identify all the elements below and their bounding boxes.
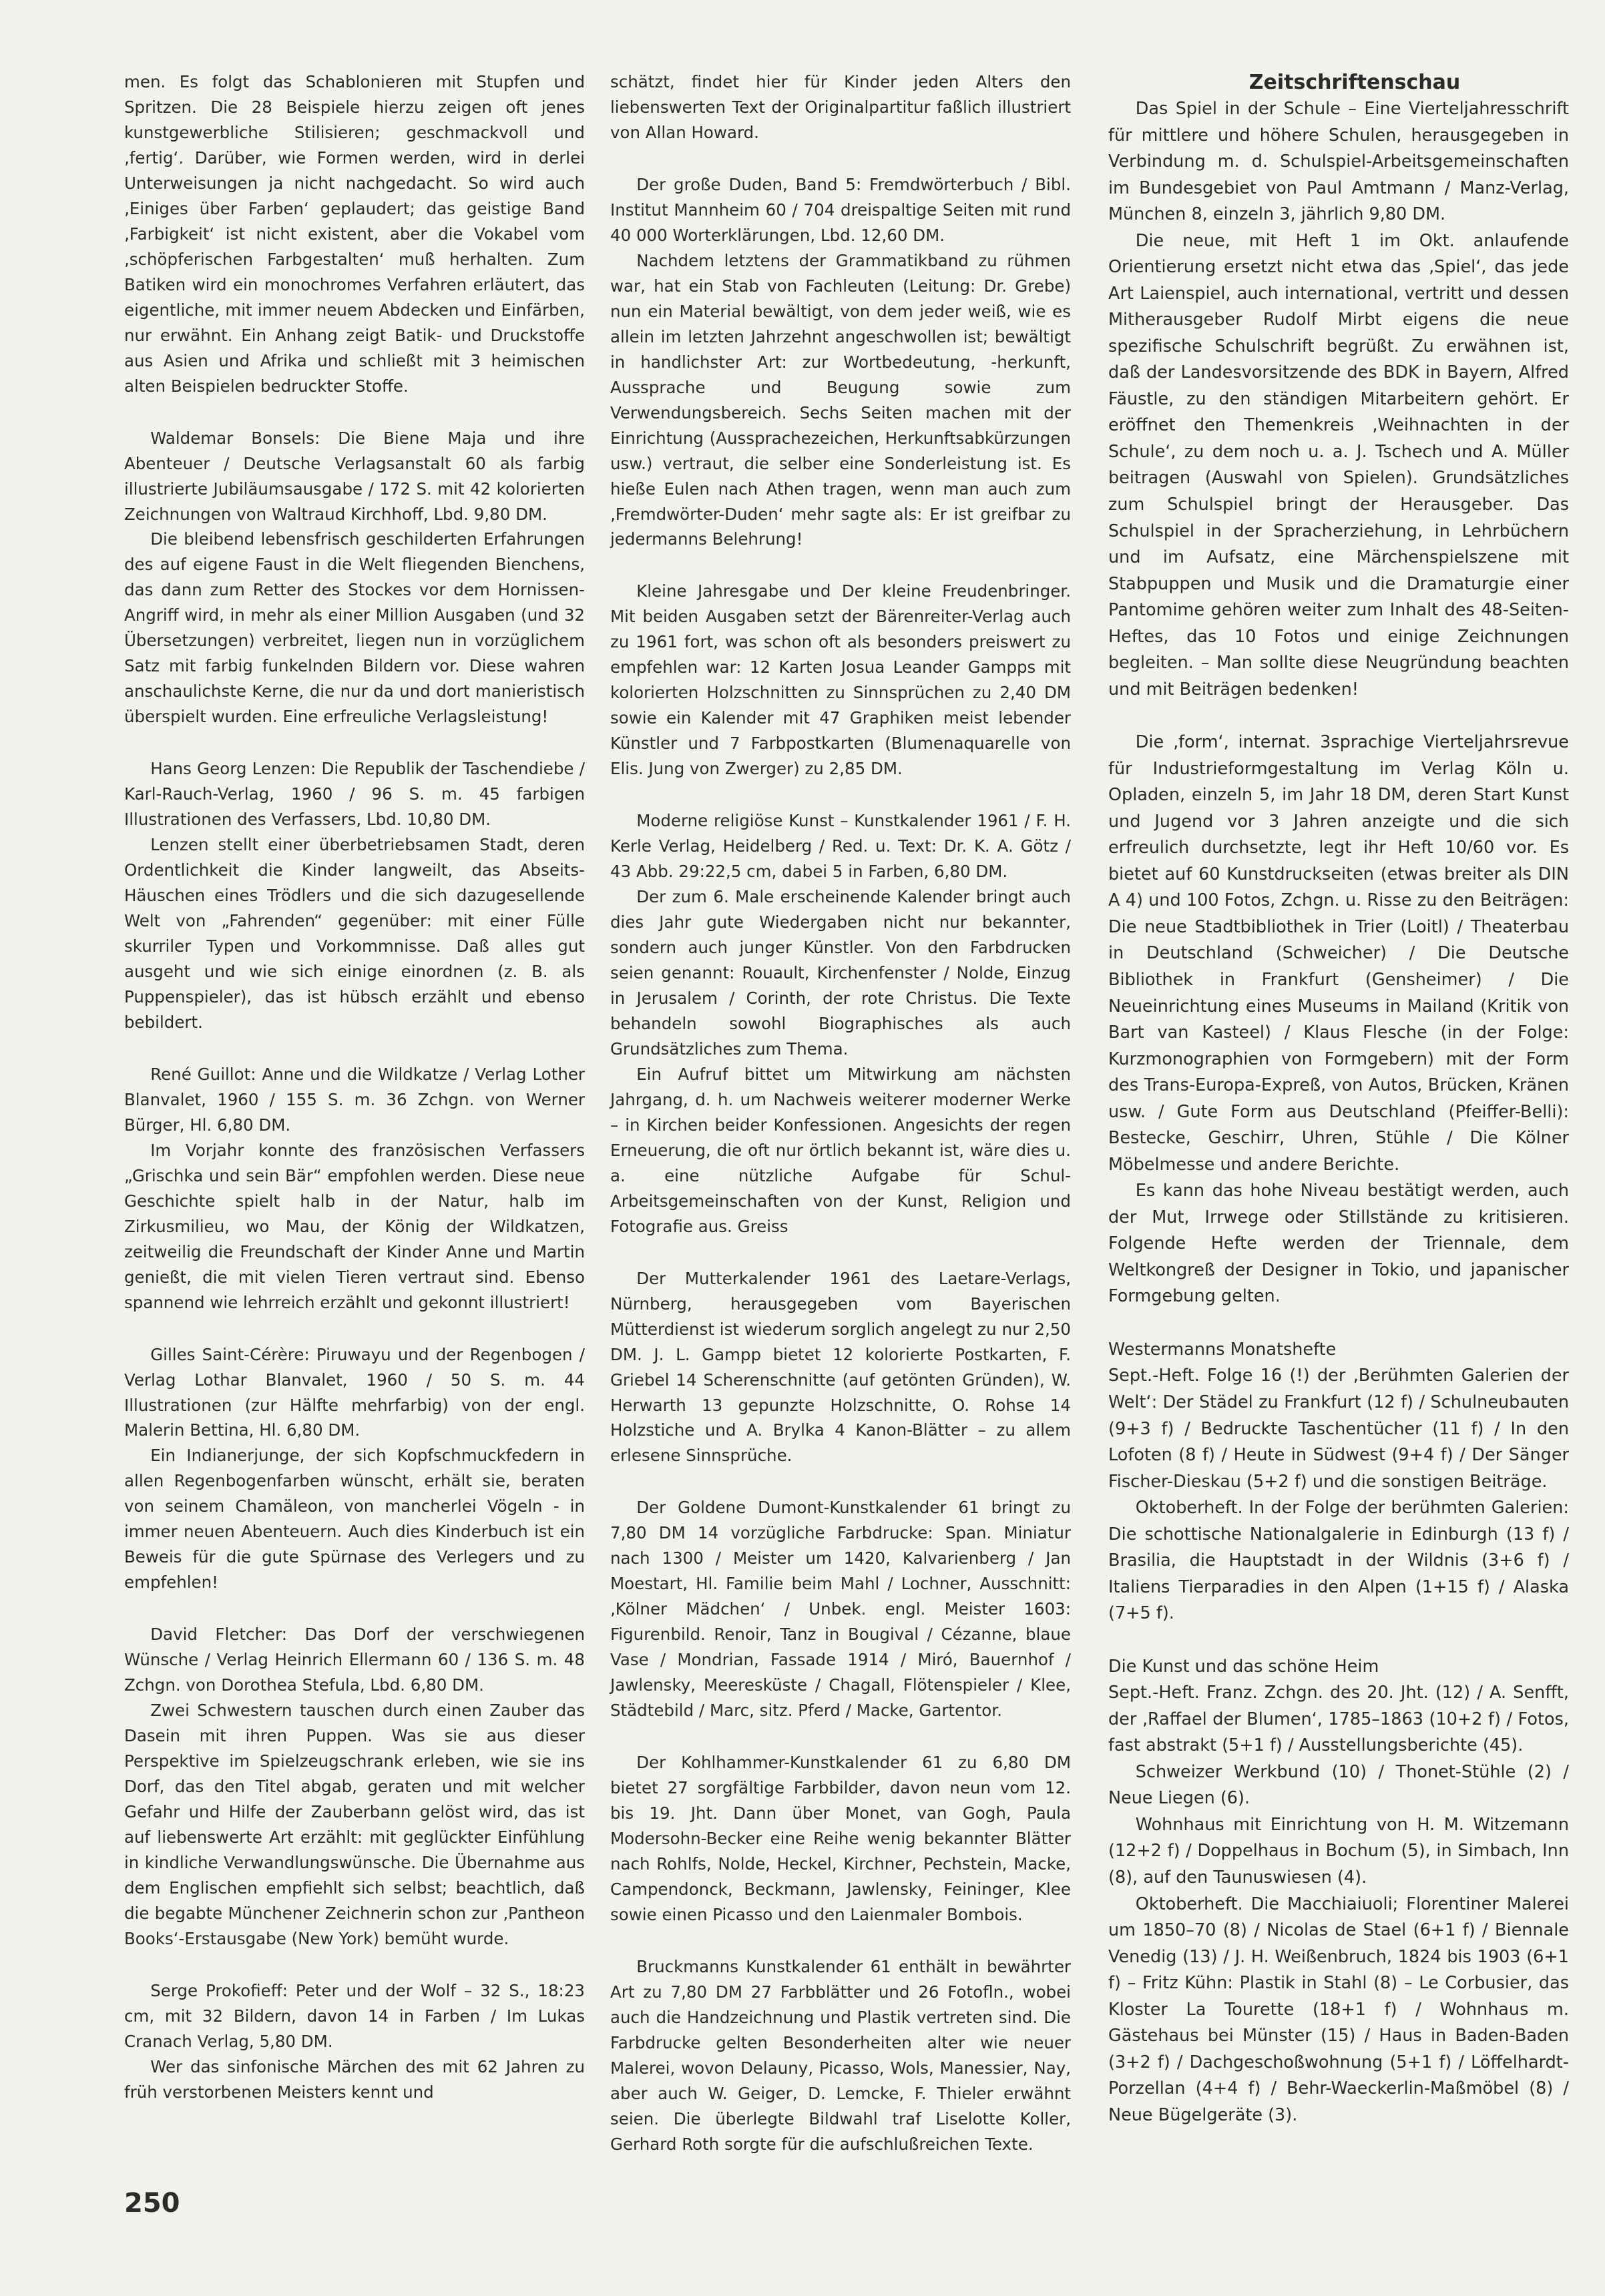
section-heading: Zeitschriftenschau xyxy=(1248,71,1461,94)
paragraph: Im Vorjahr konnte des französischen Verfassers „Grischka und sein Bär“ empfohlen werden. Diese neue Geschichte spielt halb in der Natur, halb im Zirkusmilieu, wo Mau, der König der Wildkatzen, zeitweilig die Freundschaft der Kinder Anne und Martin genießt, die mit vielen Tieren vertraut sind. Ebenso spannend wie lehrreich erzählt und gekonnt illustriert! xyxy=(124,1140,585,1312)
text-column-right xyxy=(1108,69,1569,2128)
paragraph: Sept.-Heft. Franz. Zchgn. des 20. Jht. (12) / A. Senfft, der ‚Raffael der Blumen‘, 1785–1863 (10+2 f) / Fotos, fast abstrakt (5+1 f) / Ausstellungsberichte (45). xyxy=(1108,1683,1569,1756)
journal-review-entry: Die ‚form‘, internat. 3sprachige Vierteljahrsrevue für Industrieformgestaltung im Verlag Köln u. Opladen, einzeln 5, im Jahr 18 DM, deren Start Kunst und Jugend vor 3 Jahren anzeigte und die sich erfreulich durchsetzte, legt ihr Heft 10/60 vor. Es bietet auf 60 Kunstdruckseiten (etwas breiter als DIN A 4) und 100 Fotos, Zchgn. u. Risse zu den Beiträgen: Die neue Stadtbibliothek in Trier (Loitl) / Theaterbau in Deutschland (Schweicher) / Die Deutsche Bibliothek in Frankfurt (Gensheimer) / Die Neueinrichtung eines Museums in Mailand (Kritik von Bart van Kasteel) / Klaus Flesche (in der Folge: Kurzmonographien von Formgebern) mit der Form des Trans-Europa-Expreß, von Autos, Brücken, Kränen usw. / Gute Form aus Deutschland (Pfeiffer-Belli): Bestecke, Geschirr, Uhren, Stühle / Die Kölner Möbelmesse und andere Berichte. xyxy=(1108,732,1569,1175)
journal-review-entry: Das Spiel in der Schule – Eine Vierteljahresschrift für mittlere und höhere Schulen, herausgegeben in Verbindung m. d. Schulspiel-Arbeitsgemeinschaften im Bundesgebiet von Paul Amtmann / Manz-Verlag, München 8, einzeln 3, jährlich 9,80 DM. xyxy=(1108,99,1569,225)
journal-title: Westermanns Monatshefte xyxy=(1108,1339,1337,1360)
book-review-entry: Kleine Jahresgabe und Der kleine Freudenbringer. Mit beiden Ausgaben setzt der Bärenreiter-Verlag auch zu 1961 fort, was schon oft als besonders preiswert zu empfehlen war: 12 Karten Josua Leander Gampps mit kolorierten Holzschnitten zu Sinnsprüchen zu 2,40 DM sowie ein Kalender mit 47 Graphiken meist lebender Künstler und 7 Farbpostkarten (Blumenaquarelle von Elis. Jung von Zwerger) zu 2,85 DM. xyxy=(610,581,1071,779)
paragraph: Die neue, mit Heft 1 im Okt. anlaufende Orientierung ersetzt nicht etwa das ‚Spiel‘, das jede Art Laienspiel, auch international, vertritt und dessen Mitherausgeber Rudolf Mirbt eigens die neue spezifische Schulschrift begrüßt. Zu erwähnen ist, daß der Landesvorsitzende des BDK in Bayern, Alfred Fäustle, zu den ständigen Mitarbeitern gehört. Er eröffnet den Themenkreis ‚Weihnachten in der Schule‘, zu dem noch u. a. J. Tschech und A. Müller beitragen (Auswahl von Spielen). Grundsätzliches zum Schulspiel bringt der Herausgeber. Das Schulspiel in der Spracherziehung, in Lehrbüchern und im Aufsatz, eine Märchenspielszene mit Stabpuppen und Musik und die Dramaturgie einer Pantomime gehören weiter zum Inhalt des 48-Seiten-Heftes, das 10 Fotos und einige Zeichnungen begleiten. – Man sollte diese Neugründung beachten und mit Beiträgen bedenken! xyxy=(1108,230,1569,699)
page-number: 250 xyxy=(124,2188,180,2219)
paragraph: Wer das sinfonische Märchen des mit 62 Jahren zu früh verstorbenen Meisters kennt und xyxy=(124,2056,585,2102)
book-review-entry: Hans Georg Lenzen: Die Republik der Taschendiebe / Karl-Rauch-Verlag, 1960 / 96 S. m. 45 farbigen Illustrationen des Verfassers, Lbd. 10,80 DM. xyxy=(124,759,585,830)
book-review-entry: Bruckmanns Kunstkalender 61 enthält in bewährter Art zu 7,80 DM 27 Farbblätter und 26 Fotofln., wobei auch die Handzeichnung und Plastik vertreten sind. Die Farbdrucke gelten Besonderheiten alter wie neuer Malerei, wovon Delauny, Picasso, Wols, Manessier, Nay, aber auch W. Geiger, D. Lemcke, F. Thieler erwähnt seien. Die überlegte Bildwahl traf Liselotte Koller, Gerhard Roth sorgte für die aufschlußreichen Texte. xyxy=(610,1956,1071,2154)
paragraph: Zwei Schwestern tauschen durch einen Zauber das Dasein mit ihren Puppen. Was sie aus dieser Perspektive im Spielzeugschrank erleben, wie sie ins Dorf, das den Titel abgab, geraten und mit welcher Gefahr und Hilfe der Zauberbann gelöst wird, das ist auf liebenswerte Art erzählt: mit geglückter Einfühlung in kindliche Verwandlungswünsche. Die Übernahme aus dem Englischen empfiehlt sich selbst; beachtlich, daß die begabte Münchener Zeichnerin schon zur ‚Pantheon Books‘-Erstausgabe (New York) bemüht wurde. xyxy=(124,1701,585,1948)
book-review-entry: Der große Duden, Band 5: Fremdwörterbuch / Bibl. Institut Mannheim 60 / 704 dreispaltige Seiten mit rund 40 000 Worterklärungen, Lbd. 12,60 DM. xyxy=(610,174,1071,245)
book-review-entry: Serge Prokofieff: Peter und der Wolf – 32 S., 18:23 cm, mit 32 Bildern, davon 14 in Farben / Im Lukas Cranach Verlag, 5,80 DM. xyxy=(124,1980,585,2051)
book-review-entry: Der Goldene Dumont-Kunstkalender 61 bringt zu 7,80 DM 14 vorzügliche Farbdrucke: Span. Miniatur nach 1300 / Meister um 1420, Kalvarienberg / Jan Moestart, Hl. Familie beim Mahl / Lochner, Ausschnitt: ‚Kölner Mädchen‘ / Unbek. engl. Meister 1603: Figurenbild. Renoir, Tanz in Bougival / Cézanne, blaue Vase / Mondrian, Fassade 1914 / Miró, Bauernhof / Jawlensky, Meeresküste / Chagall, Flötenspieler / Klee, Städtebild / Marc, sitz. Pferd / Macke, Gartentor. xyxy=(610,1498,1071,1721)
journal-title: Die Kunst und das schöne Heim xyxy=(1108,1656,1379,1677)
book-review-entry: Gilles Saint-Cérère: Piruwayu und der Regenbogen / Verlag Lothar Blanvalet, 1960 / 50 S. m. 44 Illustrationen (zur Hälfte mehrfarbig) von der engl. Malerin Bettina, Hl. 6,80 DM. xyxy=(124,1344,585,1440)
book-review-entry: Der Mutterkalender 1961 des Laetare-Verlags, Nürnberg, herausgegeben vom Bayerischen Mütterdienst ist wiederum sorglich angelegt zu nur 2,50 DM. J. L. Gampp bietet 12 kolorierte Postkarten, F. Griebel 14 Scherenschnitte (auf getönten Gründen), W. Herwarth 13 gepunzte Holzschnitte, O. Rohse 14 Holzstiche und A. Brylka 4 Kanon-Blätter – zu allem erlesene Sinnsprüche. xyxy=(610,1268,1071,1466)
book-review-entry: René Guillot: Anne und die Wildkatze / Verlag Lother Blanvalet, 1960 / 155 S. m. 36 Zchgn. von Werner Bürger, Hl. 6,80 DM. xyxy=(124,1064,585,1135)
paragraph: Oktoberheft. Die Macchiaiuoli; Florentiner Malerei um 1850–70 (8) / Nicolas de Stael (6+1 f) / Biennale Venedig (13) / J. H. Weißenbruch, 1824 bis 1903 (6+1 f) – Fritz Kühn: Plastik in Stahl (8) – Le Corbusier, das Kloster La Tourette (18+1 f) / Wohnhaus m. Gästehaus bei Münster (15) / Haus in Baden-Baden (3+2 f) / Dachgeschoßwohnung (5+1 f) / Löffelhardt-Porzellan (4+4 f) / Behr-Waeckerlin-Maßmöbel (8) / Neue Bügelgeräte (3). xyxy=(1108,1894,1569,2125)
text-column-middle xyxy=(610,69,1071,2157)
book-review-entry: Der Kohlhammer-Kunstkalender 61 zu 6,80 DM bietet 27 sorgfältige Farbbilder, davon neun vom 12. bis 19. Jht. Dann über Monet, van Gogh, Paula Modersohn-Becker eine Reihe wenig bekannter Blätter nach Rohlfs, Nolde, Heckel, Kirchner, Pechstein, Macke, Campendonck, Beckmann, Jawlensky, Feininger, Klee sowie einen Picasso und den Laienmaler Bombois. xyxy=(610,1753,1071,1924)
book-review-entry: David Fletcher: Das Dorf der verschwiegenen Wünsche / Verlag Heinrich Ellermann 60 / 136 S. m. 48 Zchgn. von Dorothea Stefula, Lbd. 6,80 DM. xyxy=(124,1625,585,1695)
paragraph: Schweizer Werkbund (10) / Thonet-Stühle (2) / Neue Liegen (6). xyxy=(1108,1761,1569,1809)
paragraph: Der zum 6. Male erscheinende Kalender bringt auch dies Jahr gute Wiedergaben nicht nur bekannter, sondern auch junger Künstler. Von den Farbdrucken seien genannt: Rouault, Kirchenfenster / Nolde, Einzug in Jerusalem / Corinth, der rote Christus. Die Texte behandeln sowohl Biographisches als auch Grundsätzliches zum Thema. xyxy=(610,887,1071,1059)
paragraph: men. Es folgt das Schablonieren mit Stupfen und Spritzen. Die 28 Beispiele hierzu zeigen oft jenes kunstgewerbliche Stilisieren; geschmackvoll und ‚fertig‘. Darüber, wie Formen werden, wird in derlei Unterweisungen ja nicht nachgedacht. So wird auch ‚Einiges über Farben‘ geplaudert; das geistige Band ‚Farbigkeit‘ ist nicht existent, aber die Vokabel vom ‚schöpferischen Farbgestalten‘ muß herhalten. Zum Batiken wird ein monochromes Verfahren erläutert, das eigentliche, mit immer neuem Abdecken und Einfärben, nur erwähnt. Ein Anhang zeigt Batik- und Druckstoffe aus Asien und Afrika und schließt mit 3 heimischen alten Beispielen bedruckter Stoffe. xyxy=(124,72,585,396)
paragraph: Wohnhaus mit Einrichtung von H. M. Witzemann (12+2 f) / Doppelhaus in Bochum (5), in Simbach, Inn (8), auf den Taunuswiesen (4). xyxy=(1108,1814,1569,1888)
paragraph: Ein Indianerjunge, der sich Kopfschmuckfedern in allen Regenbogenfarben wünscht, erhält sie, beraten von seinem Chamäleon, von mancherlei Vögeln - in immer neuen Abenteuern. Auch dies Kinderbuch ist ein Beweis für die gute Spürnase des Verlegers und zu empfehlen! xyxy=(124,1446,585,1593)
paragraph: Lenzen stellt einer überbetriebsamen Stadt, deren Ordentlichkeit die Kinder langweilt, das Abseits-Häuschen eines Trödlers und die sich dazugesellende Welt von „Fahrenden“ gegenüber: mit einer Fülle skurriler Typen und Vorkommnisse. Daß alles gut ausgeht und wie sich einige einordnen (z. B. als Puppenspieler), das ist hübsch erzählt und ebenso bebildert. xyxy=(124,835,585,1032)
paragraph: schätzt, findet hier für Kinder jeden Alters den liebenswerten Text der Originalpartitur faßlich illustriert von Allan Howard. xyxy=(610,72,1071,142)
paragraph: Nachdem letztens der Grammatikband zu rühmen war, hat ein Stab von Fachleuten (Leitung: Dr. Grebe) nun ein Material bewältigt, von dem jeder weiß, wie es allein im letzten Jahrzehnt angeschwollen ist; bewältigt in handlichster Art: zur Wortbedeutung, -herkunft, Aussprache und Beugung sowie zum Verwendungsbereich. Sechs Seiten machen mit der Einrichtung (Aussprachezeichen, Herkunftsabkürzungen usw.) vertraut, die selber eine Sonderleistung ist. Es hieße Eulen nach Athen tragen, wenn man auch zum ‚Fremdwörter-Duden‘ mehr sagte als: Er ist greifbar zu jedermanns Belehrung! xyxy=(610,250,1071,549)
paragraph: Ein Aufruf bittet um Mitwirkung am nächsten Jahrgang, d. h. um Nachweis weiterer moderner Werke – in Kirchen beider Konfessionen. Angesichts der regen Erneuerung, die oft nur örtlich bekannt ist, wäre dies u. a. eine nützliche Aufgabe für Schul-Arbeitsgemeinschaften von der Kunst, Religion und Fotografie aus. Greiss xyxy=(610,1064,1071,1236)
text-column-left xyxy=(124,69,585,2105)
paragraph: Es kann das hohe Niveau bestätigt werden, auch der Mut, Irrwege oder Stillstände zu kritisieren. Folgende Hefte werden der Triennale, dem Weltkongreß der Designer in Tokio, und japanischer Formgebung gelten. xyxy=(1108,1181,1569,1307)
paragraph: Oktoberheft. In der Folge der berühmten Galerien: Die schottische Nationalgalerie in Edinburgh (13 f) / Brasilia, die Hauptstadt in der Wildnis (3+6 f) / Italiens Tierparadies in den Alpen (1+15 f) / Alaska (7+5 f). xyxy=(1108,1498,1569,1624)
book-review-entry: Moderne religiöse Kunst – Kunstkalender 1961 / F. H. Kerle Verlag, Heidelberg / Red. u. Text: Dr. K. A. Götz / 43 Abb. 29:22,5 cm, dabei 5 in Farben, 6,80 DM. xyxy=(610,811,1071,882)
paragraph: Sept.-Heft. Folge 16 (!) der ‚Berühmten Galerien der Welt‘: Der Städel zu Frankfurt (12 f) / Schulneubauten (9+3 f) / Bedruckte Taschentücher (11 f) / In den Lofoten (8 f) / Heute in Südwest (9+4 f) / Der Sänger Fischer-Dieskau (5+2 f) und die sonstigen Beiträge. xyxy=(1108,1366,1569,1492)
paragraph: Die bleibend lebensfrisch geschilderten Erfahrungen des auf eigene Faust in die Welt fliegenden Bienchens, das dann zum Retter des Stockes vor dem Hornissen-Angriff wird, in mehr als einer Million Ausgaben (und 32 Übersetzungen) verbreitet, liegen nun in vorzüglichem Satz mit farbig funkelnden Bildern vor. Diese wahren anschaulichste Kerne, die nur da und dort manieristisch überspielt wurden. Eine erfreuliche Verlagsleistung! xyxy=(124,529,585,727)
book-review-entry: Waldemar Bonsels: Die Biene Maja und ihre Abenteuer / Deutsche Verlagsanstalt 60 als farbig illustrierte Jubiläumsausgabe / 172 S. mit 42 kolorierten Zeichnungen von Waltraud Kirchhoff, Lbd. 9,80 DM. xyxy=(124,428,585,524)
